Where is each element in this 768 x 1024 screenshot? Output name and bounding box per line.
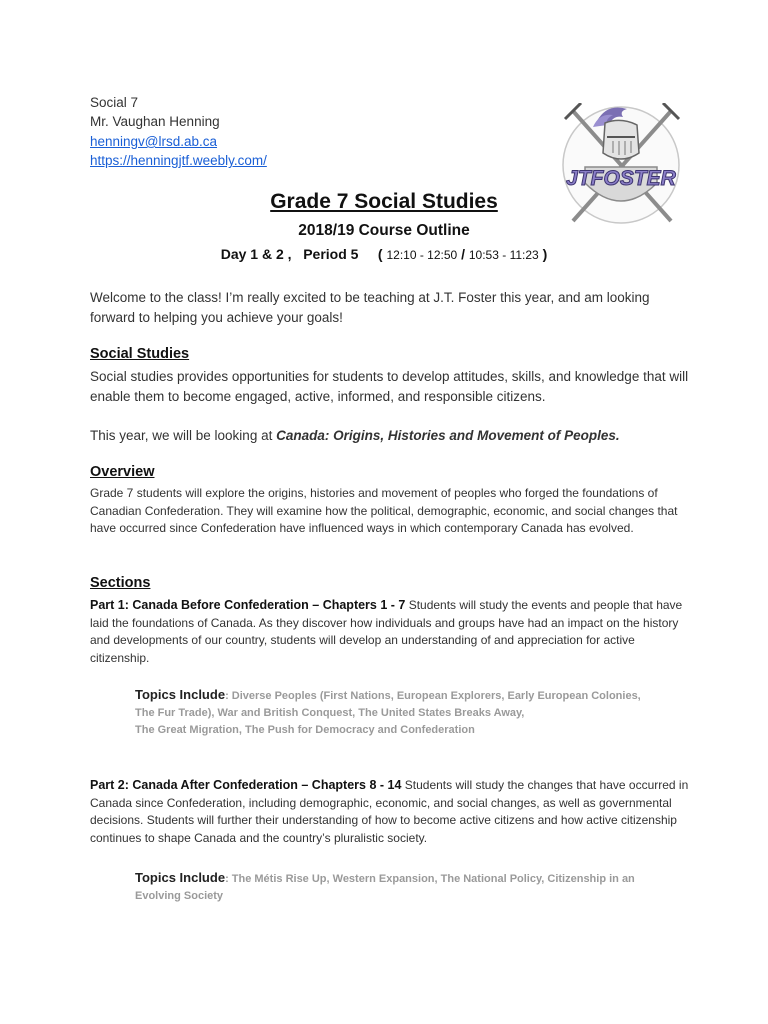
part2-title: Part 2: Canada After Confederation – Chapters 8 - 14 bbox=[90, 778, 402, 792]
part1-title: Part 1: Canada Before Confederation – Chapters 1 - 7 bbox=[90, 598, 406, 612]
social-studies-heading: Social Studies bbox=[90, 346, 190, 362]
part2-body: Students will study the changes that have occurred in Canada since Confederation, including demographic, economic, and social changes, as well as governmental decisions. Students will further their understanding of how to become active citizens and how active citizenship continues to shape Canada and the country’s pluralistic society. bbox=[90, 778, 689, 845]
part1-topics-line1: : Diverse Peoples (First Nations, European Explorers, Early European Colonies, bbox=[225, 690, 641, 702]
part2-topics bbox=[135, 869, 680, 905]
website-link[interactable]: https://henningjtf.weebly.com/ bbox=[90, 153, 267, 168]
schedule-time-1: 12:10 - 12:50 bbox=[386, 248, 458, 262]
schedule-time-2: 10:53 - 11:23 bbox=[468, 248, 539, 262]
schedule-open-paren: ( bbox=[377, 246, 383, 262]
page-title: Grade 7 Social Studies bbox=[270, 190, 498, 213]
this-year-prefix: This year, we will be looking at bbox=[90, 428, 277, 443]
part1-body: Students will study the events and people that have laid the foundations of Canada. As they discover how individuals and groups have had an impact on the history and developments of our country, students will develop an understanding of and appreciation for active citizenship. bbox=[90, 598, 683, 665]
course-name: Social 7 bbox=[90, 95, 139, 110]
email-link[interactable]: henningv@lrsd.ab.ca bbox=[90, 134, 218, 149]
overview-heading: Overview bbox=[90, 464, 155, 480]
this-year-paragraph bbox=[90, 426, 690, 446]
part2-topics-line2: Evolving Society bbox=[135, 890, 224, 902]
schedule-days: Day 1 & 2 , bbox=[220, 246, 292, 262]
schedule-line bbox=[0, 246, 768, 262]
part2-topics-line1: : The Métis Rise Up, Western Expansion, The National Policy, Citizenship in an bbox=[225, 873, 635, 885]
sections-heading: Sections bbox=[90, 575, 151, 591]
logo-wordmark: JTFOSTER bbox=[566, 167, 676, 190]
page-subtitle: 2018/19 Course Outline bbox=[298, 222, 470, 239]
part1-topics-line2: The Fur Trade), War and British Conquest, The United States Breaks Away, bbox=[135, 707, 525, 719]
part1-topics bbox=[135, 686, 680, 739]
schedule-slash: / bbox=[461, 246, 465, 262]
overview-paragraph: Grade 7 students will explore the origins, histories and movement of peoples who forged the foundations of Canadian Confederation. They will examine how the political, demographic, economic, and social changes that have occurred since Confederation have influenced ways in which contemporary Canada has evolved. bbox=[90, 486, 678, 535]
this-year-topic: Canada: Origins, Histories and Movement of Peoples. bbox=[276, 428, 620, 443]
social-studies-paragraph: Social studies provides opportunities for students to develop attitudes, skills, and knowledge that will enable them to become engaged, active, informed, and responsible citizens. bbox=[90, 369, 689, 404]
part2-paragraph bbox=[90, 777, 690, 847]
part1-topics-label: Topics Include bbox=[135, 687, 226, 702]
part1-topics-line3: The Great Migration, The Push for Democracy and Confederation bbox=[135, 724, 475, 736]
schedule-close-paren: ) bbox=[542, 246, 548, 262]
teacher-name: Mr. Vaughan Henning bbox=[90, 114, 220, 129]
part1-paragraph bbox=[90, 597, 690, 667]
schedule-period: Period 5 bbox=[303, 246, 359, 262]
welcome-paragraph: Welcome to the class! I’m really excited to be teaching at J.T. Foster this year, and am looking forward to helping you achieve your goals! bbox=[90, 290, 650, 325]
part2-topics-label: Topics Include bbox=[135, 870, 226, 885]
